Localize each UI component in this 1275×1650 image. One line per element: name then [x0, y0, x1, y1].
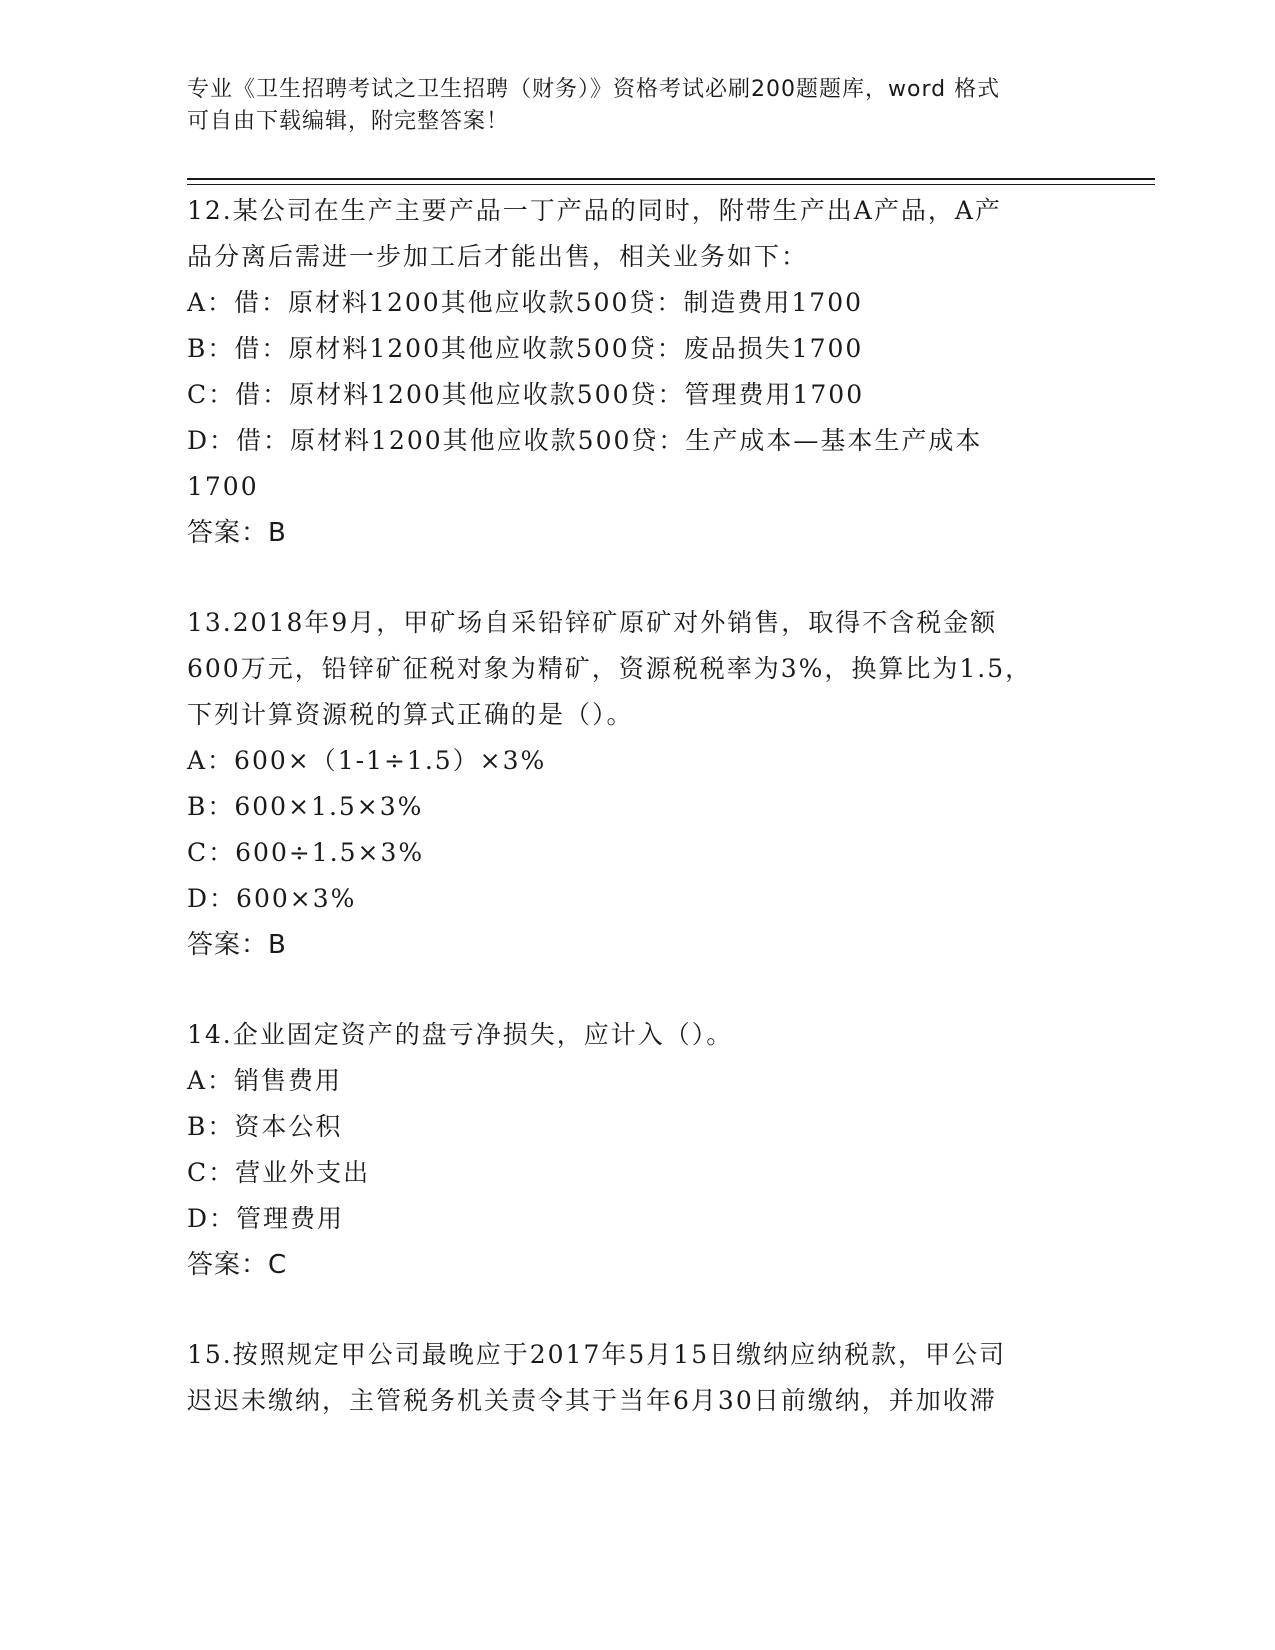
option-d: D：借：原材料1200其他应收款500贷：生产成本—基本生产成本 — [187, 426, 983, 455]
question-12 — [187, 188, 1087, 556]
question-text-line: 13.2018年9月，甲矿场自采铅锌矿原矿对外销售，取得不含税金额 — [187, 608, 998, 637]
option-b: B：600×1.5×3% — [187, 792, 424, 821]
question-14 — [187, 1012, 1087, 1288]
question-text-line: 迟迟未缴纳，主管税务机关责令其于当年6月30日前缴纳，并加收滞 — [187, 1386, 997, 1415]
option-c: C：营业外支出 — [187, 1158, 371, 1187]
question-text-line: 品分离后需进一步加工后才能出售，相关业务如下： — [187, 242, 809, 271]
question-text-line: 14.企业固定资产的盘亏净损失，应计入（）。 — [187, 1020, 734, 1049]
question-text-line: 600万元，铅锌矿征税对象为精矿，资源税税率为3%，换算比为1.5， — [187, 654, 1033, 683]
question-list — [187, 188, 1087, 1468]
option-d: D：管理费用 — [187, 1204, 345, 1233]
option-a: A：销售费用 — [187, 1066, 343, 1095]
question-13 — [187, 600, 1087, 968]
option-b: B：借：原材料1200其他应收款500贷：废品损失1700 — [187, 334, 864, 363]
header-title-line-1: 专业《卫生招聘考试之卫生招聘（财务）》资格考试必刷200题题库，word 格式 — [187, 77, 1001, 102]
header-divider-thick — [187, 178, 1155, 180]
question-text-line: 15.按照规定甲公司最晚应于2017年5月15日缴纳应纳税款，甲公司 — [187, 1340, 1007, 1369]
option-c: C：600÷1.5×3% — [187, 838, 425, 867]
question-text-line: 12.某公司在生产主要产品一丁产品的同时，附带生产出A产品，A产 — [187, 196, 1002, 225]
option-a: A：600×（1-1÷1.5）×3% — [187, 746, 547, 775]
question-15 — [187, 1332, 1087, 1424]
option-a: A：借：原材料1200其他应收款500贷：制造费用1700 — [187, 288, 864, 317]
option-d: D：600×3% — [187, 884, 357, 913]
document-header — [187, 74, 1067, 138]
answer-label: 答案：B — [187, 930, 287, 960]
header-divider-thin — [187, 184, 1155, 185]
header-title-line-2: 可自由下载编辑，附完整答案！ — [187, 109, 510, 134]
option-c: C：借：原材料1200其他应收款500贷：管理费用1700 — [187, 380, 865, 409]
option-b: B：资本公积 — [187, 1112, 343, 1141]
answer-label: 答案：C — [187, 1250, 288, 1280]
answer-label: 答案：B — [187, 518, 287, 548]
question-text-line: 下列计算资源税的算式正确的是（）。 — [187, 700, 634, 729]
option-d-continued: 1700 — [187, 472, 259, 501]
